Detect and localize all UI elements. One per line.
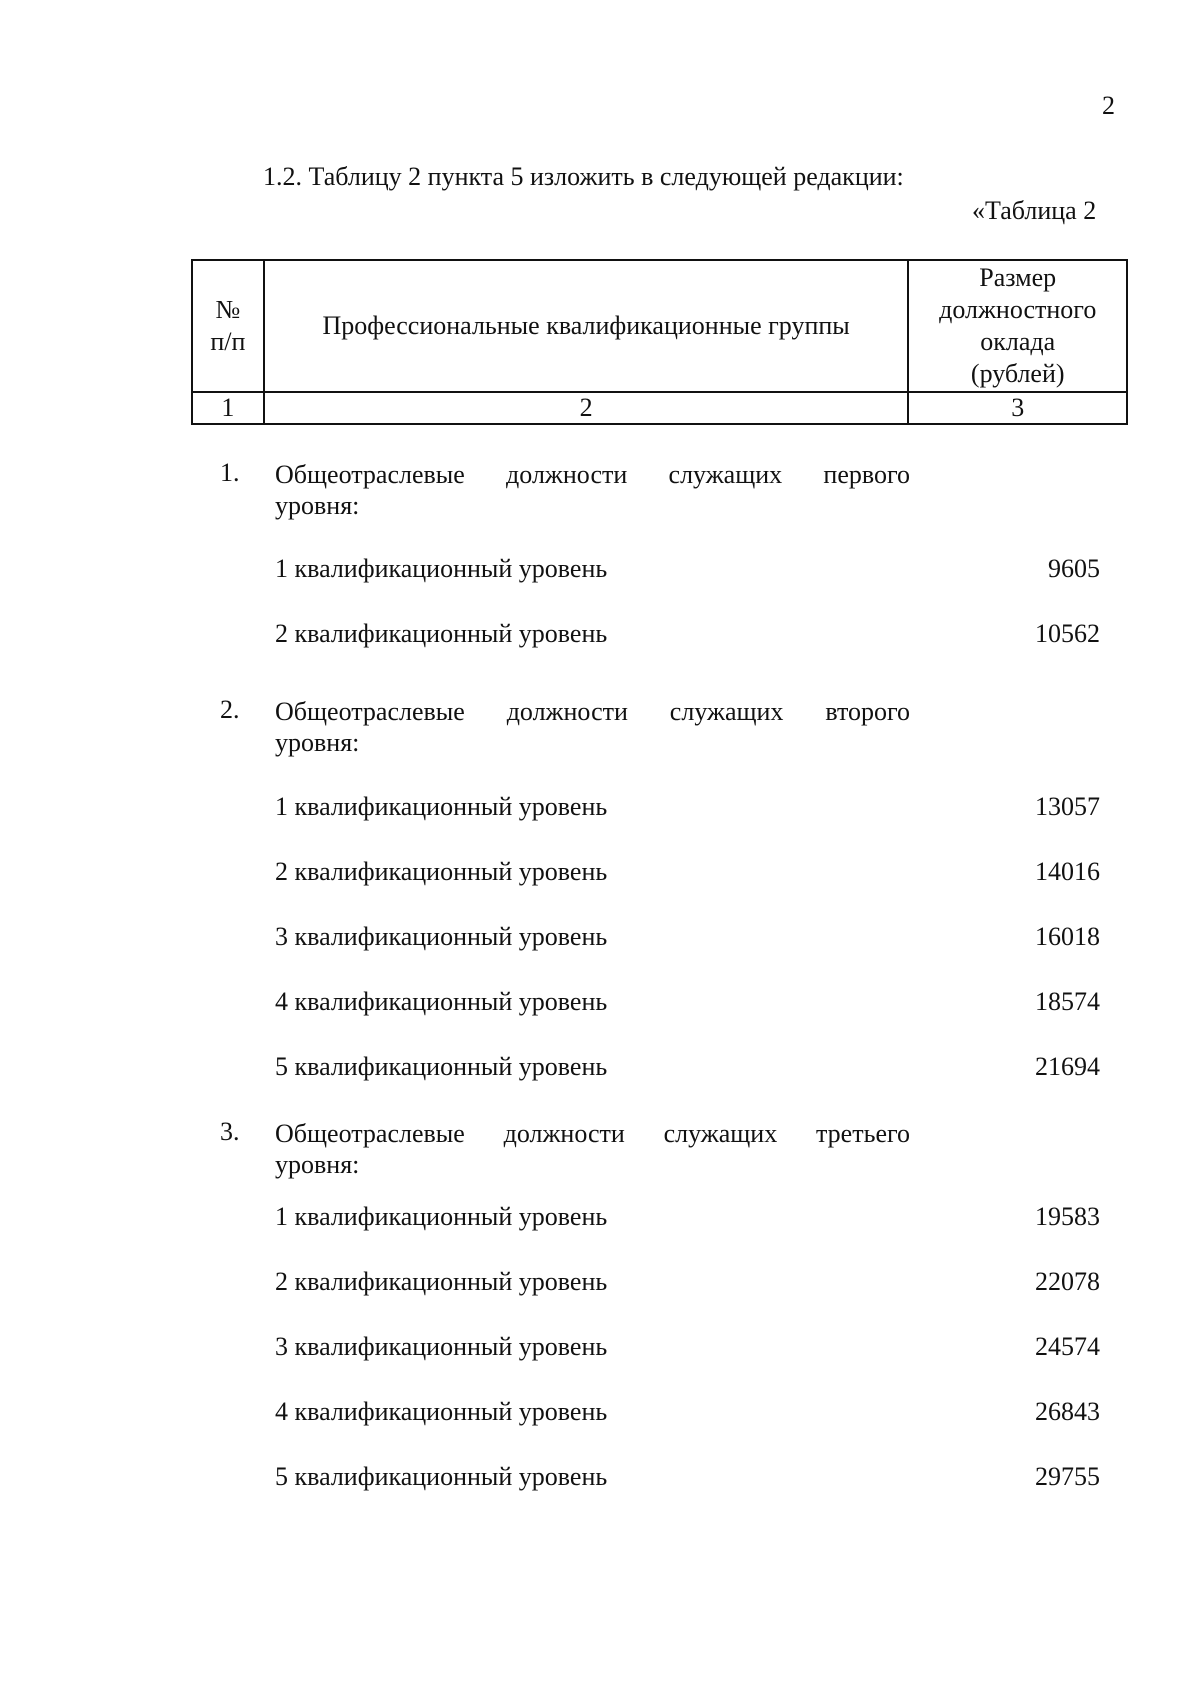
level-name: 2 квалификационный уровень (275, 857, 608, 886)
level-value: 18574 (1035, 987, 1100, 1016)
column-number-3: 3 (908, 392, 1127, 424)
group-title: Общеотраслевые должности служащих второго (275, 697, 910, 726)
intro-text: 1.2. Таблицу 2 пункта 5 изложить в следующей редакции: (263, 162, 904, 191)
column-number-row (192, 392, 1127, 424)
group-title-continuation: уровня: (275, 1150, 360, 1179)
group-title-continuation: уровня: (275, 491, 360, 520)
level-value: 22078 (1035, 1267, 1100, 1296)
page-number: 2 (1102, 91, 1115, 120)
level-name: 5 квалификационный уровень (275, 1462, 608, 1491)
level-name: 4 квалификационный уровень (275, 987, 608, 1016)
level-value: 26843 (1035, 1397, 1100, 1426)
level-value: 21694 (1035, 1052, 1100, 1081)
level-value: 24574 (1035, 1332, 1100, 1361)
group-number: 3. (220, 1117, 240, 1146)
level-name: 4 квалификационный уровень (275, 1397, 608, 1426)
column-number-2: 2 (264, 392, 909, 424)
level-name: 3 квалификационный уровень (275, 922, 608, 951)
group-number: 2. (220, 695, 240, 724)
column-number-1: 1 (192, 392, 264, 424)
header-col-salary-line: Размер (979, 263, 1057, 292)
level-value: 9605 (1048, 554, 1100, 583)
group-title: Общеотраслевые должности служащих третьего (275, 1119, 910, 1148)
group-title-continuation: уровня: (275, 728, 360, 757)
header-col-number-label: № п/п (210, 295, 246, 356)
level-name: 1 квалификационный уровень (275, 792, 608, 821)
level-value: 16018 (1035, 922, 1100, 951)
level-name: 5 квалификационный уровень (275, 1052, 608, 1081)
level-name: 1 квалификационный уровень (275, 1202, 608, 1231)
group-title: Общеотраслевые должности служащих первого (275, 460, 910, 489)
header-row (192, 260, 1127, 392)
header-col-salary (908, 260, 1127, 392)
header-col-salary-line: (рублей) (970, 359, 1065, 388)
level-name: 2 квалификационный уровень (275, 1267, 608, 1296)
level-name: 2 квалификационный уровень (275, 619, 608, 648)
header-col-salary-line: должностного (939, 295, 1097, 324)
level-value: 14016 (1035, 857, 1100, 886)
header-col-salary-line: оклада (980, 327, 1056, 356)
level-value: 13057 (1035, 792, 1100, 821)
level-value: 29755 (1035, 1462, 1100, 1491)
level-value: 19583 (1035, 1202, 1100, 1231)
level-name: 1 квалификационный уровень (275, 554, 608, 583)
level-name: 3 квалификационный уровень (275, 1332, 608, 1361)
header-col-number (192, 260, 264, 392)
level-value: 10562 (1035, 619, 1100, 648)
table-label: «Таблица 2 (972, 196, 1097, 225)
header-col-groups: Профессиональные квалификационные группы (264, 260, 909, 392)
header-table (191, 259, 1128, 425)
group-number: 1. (220, 458, 240, 487)
